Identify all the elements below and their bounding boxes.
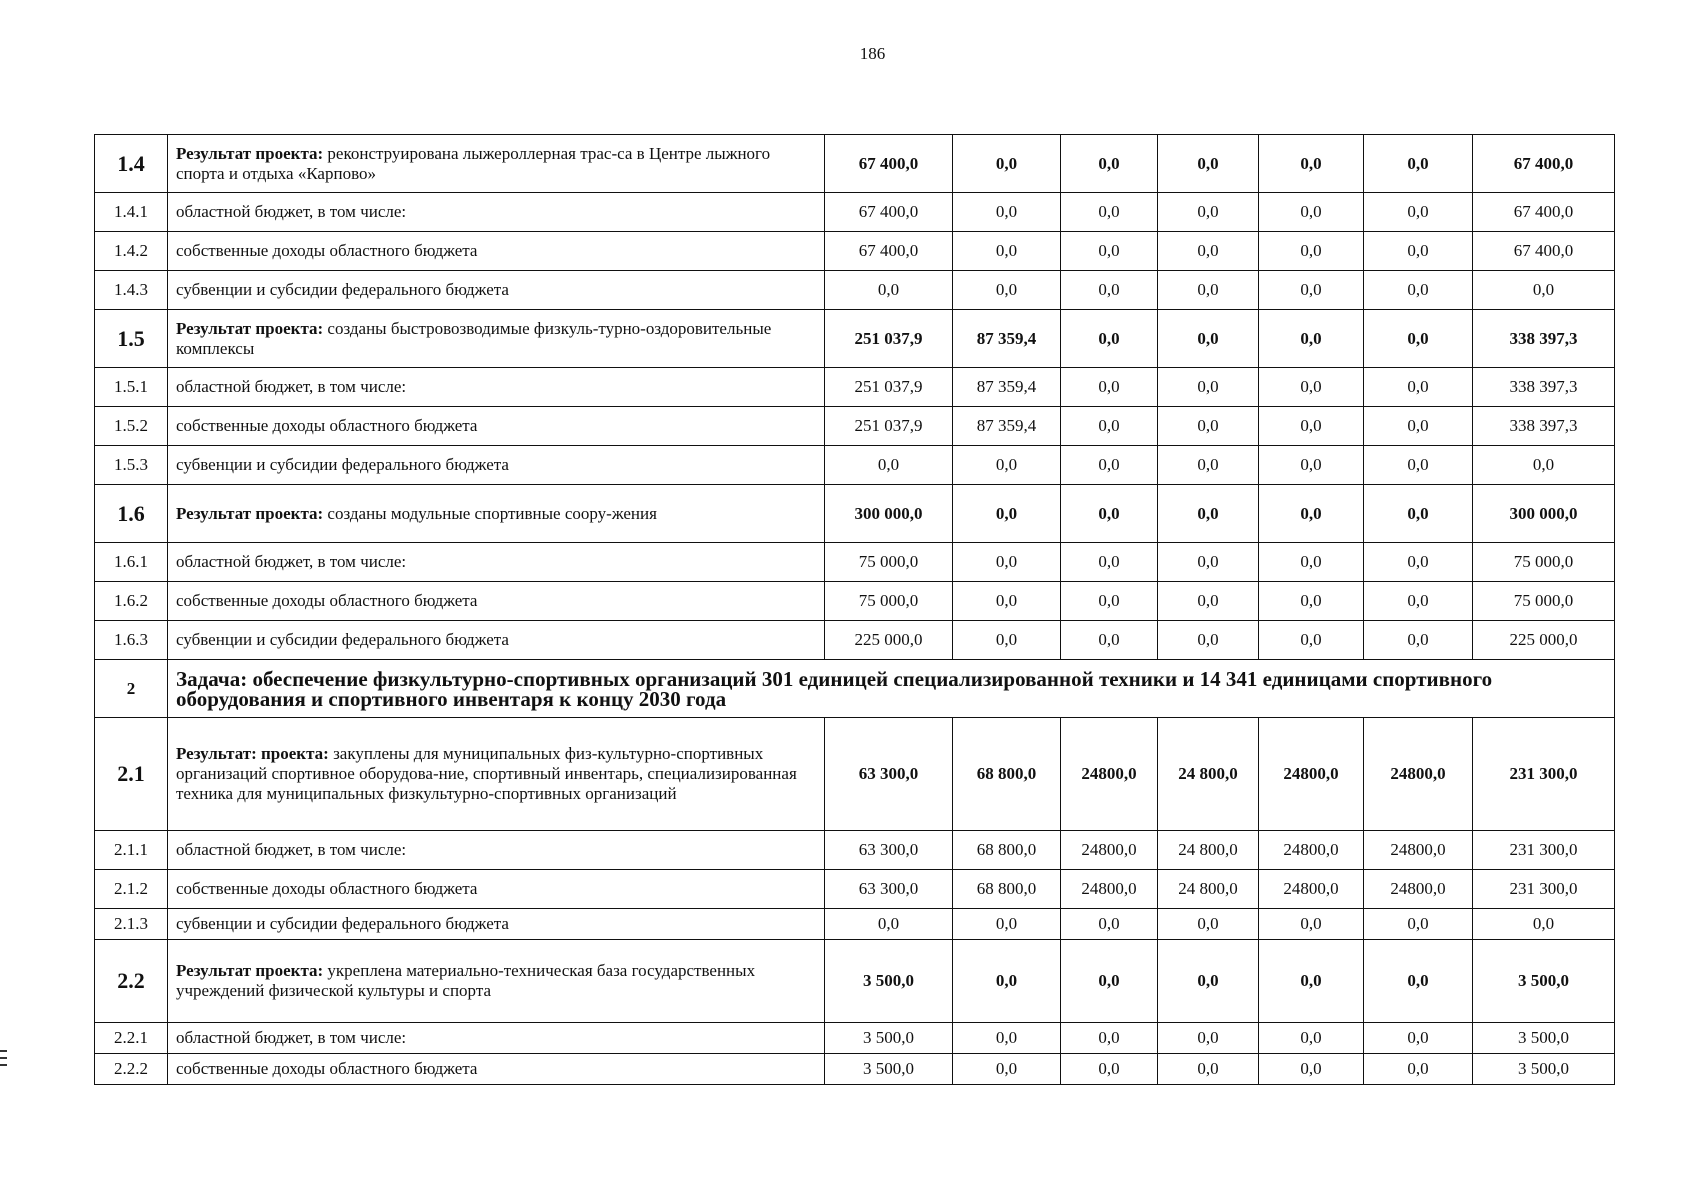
description-text: областной бюджет, в том числе:: [176, 202, 407, 221]
value-cell: 87 359,4: [953, 368, 1061, 407]
table-row: [95, 831, 1615, 870]
value-cell: 225 000,0: [1473, 621, 1615, 660]
row-description: [168, 310, 825, 368]
row-code: 1.4.2: [95, 232, 168, 271]
value-cell: 68 800,0: [953, 870, 1061, 909]
value-cell: 67 400,0: [1473, 232, 1615, 271]
description-text: субвенции и субсидии федерального бюджета: [176, 455, 509, 474]
page-number: 186: [859, 44, 886, 63]
value-cell: 0,0: [1364, 909, 1473, 940]
table-row: [95, 621, 1615, 660]
row-code: 1.6.1: [95, 543, 168, 582]
description-text: созданы модульные спортивные соору-жения: [323, 503, 657, 523]
row-description: [168, 1023, 825, 1054]
table-row: [95, 940, 1615, 1023]
value-cell: 0,0: [1259, 621, 1364, 660]
value-cell: 0,0: [1158, 909, 1259, 940]
table-row: [95, 1054, 1615, 1085]
row-description: [168, 232, 825, 271]
row-code: 1.5.2: [95, 407, 168, 446]
row-description: [168, 193, 825, 232]
row-description: [168, 909, 825, 940]
value-cell: 3 500,0: [825, 1023, 953, 1054]
value-cell: 0,0: [1259, 193, 1364, 232]
description-text: областной бюджет, в том числе:: [176, 840, 407, 859]
value-cell: 0,0: [953, 543, 1061, 582]
value-cell: 75 000,0: [1473, 543, 1615, 582]
table-row: [95, 232, 1615, 271]
value-cell: 3 500,0: [1473, 940, 1615, 1023]
value-cell: 0,0: [953, 1023, 1061, 1054]
row-description: [168, 718, 825, 831]
value-cell: 0,0: [1061, 543, 1158, 582]
value-cell: 251 037,9: [825, 310, 953, 368]
value-cell: 0,0: [1061, 446, 1158, 485]
value-cell: 0,0: [1473, 446, 1615, 485]
value-cell: 0,0: [1259, 446, 1364, 485]
value-cell: 231 300,0: [1473, 718, 1615, 831]
value-cell: 0,0: [1158, 135, 1259, 193]
value-cell: 24800,0: [1364, 870, 1473, 909]
table-row: [95, 543, 1615, 582]
value-cell: 24 800,0: [1158, 831, 1259, 870]
value-cell: 0,0: [825, 909, 953, 940]
value-cell: 63 300,0: [825, 870, 953, 909]
value-cell: 0,0: [1061, 1054, 1158, 1085]
scan-edge-marks: [0, 1050, 8, 1071]
table-row: [95, 485, 1615, 543]
table-row: [95, 271, 1615, 310]
value-cell: 24 800,0: [1158, 718, 1259, 831]
value-cell: 0,0: [953, 446, 1061, 485]
budget-table: [94, 134, 1615, 1085]
row-description: [168, 660, 1615, 718]
description-text: собственные доходы областного бюджета: [176, 241, 478, 260]
value-cell: 24800,0: [1259, 870, 1364, 909]
row-code: 2.2.2: [95, 1054, 168, 1085]
value-cell: 0,0: [1158, 940, 1259, 1023]
row-code: 1.4.1: [95, 193, 168, 232]
row-description: [168, 1054, 825, 1085]
value-cell: 3 500,0: [825, 940, 953, 1023]
table-body: [95, 135, 1615, 1085]
description-text: субвенции и субсидии федерального бюджета: [176, 280, 509, 299]
value-cell: 0,0: [1259, 310, 1364, 368]
row-description: [168, 870, 825, 909]
description-text: областной бюджет, в том числе:: [176, 377, 407, 396]
value-cell: 0,0: [953, 271, 1061, 310]
value-cell: 0,0: [1364, 582, 1473, 621]
row-code: 1.6.2: [95, 582, 168, 621]
value-cell: 0,0: [1364, 193, 1473, 232]
value-cell: 0,0: [1364, 368, 1473, 407]
table-row: [95, 870, 1615, 909]
value-cell: 0,0: [1364, 621, 1473, 660]
row-code: 1.5: [95, 310, 168, 368]
value-cell: 3 500,0: [825, 1054, 953, 1085]
table-row: [95, 446, 1615, 485]
value-cell: 0,0: [1364, 1054, 1473, 1085]
value-cell: 300 000,0: [825, 485, 953, 543]
row-code: 2.2.1: [95, 1023, 168, 1054]
row-description: [168, 543, 825, 582]
value-cell: 75 000,0: [825, 582, 953, 621]
value-cell: 0,0: [1364, 485, 1473, 543]
value-cell: 300 000,0: [1473, 485, 1615, 543]
value-cell: 0,0: [1158, 271, 1259, 310]
value-cell: 63 300,0: [825, 831, 953, 870]
value-cell: 0,0: [1158, 407, 1259, 446]
value-cell: 3 500,0: [1473, 1023, 1615, 1054]
value-cell: 0,0: [1259, 485, 1364, 543]
row-code: 2.1.1: [95, 831, 168, 870]
value-cell: 24800,0: [1259, 831, 1364, 870]
value-cell: 0,0: [1259, 407, 1364, 446]
value-cell: 0,0: [1259, 543, 1364, 582]
description-text: укреплена материально-техническая база государственных учреждений физической культуры и спорта: [176, 961, 756, 1000]
value-cell: 0,0: [1259, 271, 1364, 310]
value-cell: 67 400,0: [825, 135, 953, 193]
value-cell: 0,0: [1158, 368, 1259, 407]
row-code: 2: [95, 660, 168, 718]
value-cell: 225 000,0: [825, 621, 953, 660]
description-text: закуплены для муниципальных физ-культурно-спортивных организаций спортивное оборудова-ние, спортивный инвентарь, специализированная техника для муниципальных физкультурно-спортивных организаций: [176, 744, 797, 803]
table-row: [95, 660, 1615, 718]
value-cell: 0,0: [1473, 271, 1615, 310]
value-cell: 0,0: [1158, 193, 1259, 232]
value-cell: 0,0: [1158, 543, 1259, 582]
row-code: 1.6.3: [95, 621, 168, 660]
value-cell: 0,0: [953, 940, 1061, 1023]
row-code: 1.5.1: [95, 368, 168, 407]
table-row: [95, 718, 1615, 831]
value-cell: 0,0: [953, 232, 1061, 271]
value-cell: 67 400,0: [825, 232, 953, 271]
description-text: созданы быстровозводимые физкуль-турно-оздоровительные комплексы: [176, 318, 772, 358]
row-description: [168, 831, 825, 870]
value-cell: 0,0: [953, 909, 1061, 940]
value-cell: 0,0: [953, 582, 1061, 621]
value-cell: 0,0: [1158, 232, 1259, 271]
value-cell: 0,0: [1158, 446, 1259, 485]
result-label: Результат проекта:: [176, 318, 324, 338]
value-cell: 0,0: [1061, 271, 1158, 310]
description-text: реконструирована лыжероллерная трас-са в Центре лыжного спорта и отдыха «Карпово»: [176, 143, 771, 183]
value-cell: 0,0: [1259, 135, 1364, 193]
value-cell: 338 397,3: [1473, 407, 1615, 446]
value-cell: 68 800,0: [953, 831, 1061, 870]
description-text: областной бюджет, в том числе:: [176, 552, 407, 571]
value-cell: 0,0: [1259, 909, 1364, 940]
row-code: 1.6: [95, 485, 168, 543]
value-cell: 0,0: [1061, 193, 1158, 232]
value-cell: 0,0: [1364, 1023, 1473, 1054]
result-label: Результат проекта:: [176, 503, 324, 523]
value-cell: 0,0: [1259, 1023, 1364, 1054]
value-cell: 0,0: [1158, 1054, 1259, 1085]
value-cell: 75 000,0: [825, 543, 953, 582]
value-cell: 24800,0: [1364, 718, 1473, 831]
value-cell: 24800,0: [1259, 718, 1364, 831]
value-cell: 0,0: [1259, 1054, 1364, 1085]
value-cell: 0,0: [953, 621, 1061, 660]
value-cell: 0,0: [1061, 232, 1158, 271]
value-cell: 0,0: [1259, 582, 1364, 621]
value-cell: 63 300,0: [825, 718, 953, 831]
row-description: [168, 621, 825, 660]
table-row: [95, 407, 1615, 446]
result-label: Результат проекта:: [176, 961, 324, 980]
value-cell: 24800,0: [1061, 870, 1158, 909]
row-description: [168, 446, 825, 485]
value-cell: 0,0: [1158, 310, 1259, 368]
value-cell: 0,0: [1364, 446, 1473, 485]
value-cell: 0,0: [1061, 909, 1158, 940]
value-cell: 0,0: [953, 135, 1061, 193]
row-description: [168, 485, 825, 543]
table-row: [95, 310, 1615, 368]
value-cell: 0,0: [1061, 485, 1158, 543]
row-description: [168, 135, 825, 193]
value-cell: 0,0: [825, 446, 953, 485]
row-description: [168, 407, 825, 446]
row-code: 2.1: [95, 718, 168, 831]
description-text: субвенции и субсидии федерального бюджета: [176, 914, 509, 933]
value-cell: 67 400,0: [1473, 193, 1615, 232]
value-cell: 3 500,0: [1473, 1054, 1615, 1085]
value-cell: 0,0: [825, 271, 953, 310]
description-text: собственные доходы областного бюджета: [176, 1059, 478, 1078]
value-cell: 68 800,0: [953, 718, 1061, 831]
value-cell: 338 397,3: [1473, 368, 1615, 407]
value-cell: 0,0: [953, 1054, 1061, 1085]
value-cell: 0,0: [1473, 909, 1615, 940]
value-cell: 0,0: [1061, 582, 1158, 621]
table-row: [95, 582, 1615, 621]
value-cell: 231 300,0: [1473, 870, 1615, 909]
value-cell: 0,0: [1364, 271, 1473, 310]
row-code: 2.1.3: [95, 909, 168, 940]
description-text: субвенции и субсидии федерального бюджета: [176, 630, 509, 649]
value-cell: 0,0: [1061, 940, 1158, 1023]
value-cell: 0,0: [1259, 232, 1364, 271]
value-cell: 0,0: [1158, 1023, 1259, 1054]
value-cell: 0,0: [1061, 368, 1158, 407]
value-cell: 0,0: [1061, 1023, 1158, 1054]
table-row: [95, 1023, 1615, 1054]
value-cell: 0,0: [1259, 940, 1364, 1023]
value-cell: 0,0: [1158, 621, 1259, 660]
value-cell: 251 037,9: [825, 407, 953, 446]
value-cell: 0,0: [1364, 407, 1473, 446]
row-code: 2.2: [95, 940, 168, 1023]
value-cell: 251 037,9: [825, 368, 953, 407]
value-cell: 0,0: [1061, 621, 1158, 660]
value-cell: 67 400,0: [825, 193, 953, 232]
description-text: собственные доходы областного бюджета: [176, 416, 478, 435]
value-cell: 0,0: [953, 485, 1061, 543]
result-label: Результат: проекта:: [176, 744, 329, 763]
value-cell: 0,0: [1061, 310, 1158, 368]
description-text: собственные доходы областного бюджета: [176, 879, 478, 898]
row-description: [168, 368, 825, 407]
value-cell: 87 359,4: [953, 407, 1061, 446]
value-cell: 0,0: [1364, 940, 1473, 1023]
row-code: 1.5.3: [95, 446, 168, 485]
row-description: [168, 271, 825, 310]
description-text: областной бюджет, в том числе:: [176, 1028, 407, 1047]
row-code: 1.4.3: [95, 271, 168, 310]
value-cell: 24800,0: [1061, 831, 1158, 870]
table-row: [95, 909, 1615, 940]
value-cell: 0,0: [1364, 135, 1473, 193]
value-cell: 0,0: [1158, 582, 1259, 621]
table-row: [95, 135, 1615, 193]
row-description: [168, 582, 825, 621]
value-cell: 87 359,4: [953, 310, 1061, 368]
value-cell: 24 800,0: [1158, 870, 1259, 909]
value-cell: 231 300,0: [1473, 831, 1615, 870]
description-text: собственные доходы областного бюджета: [176, 591, 478, 610]
value-cell: 24800,0: [1061, 718, 1158, 831]
row-code: 1.4: [95, 135, 168, 193]
description-text: Задача: обеспечение физкультурно-спортивных организаций 301 единицей специализированной техники и 14 341 единицами спортивного оборудования и спортивного инвентаря к концу 2030 года: [176, 666, 1493, 711]
value-cell: 0,0: [1061, 407, 1158, 446]
value-cell: 0,0: [1364, 232, 1473, 271]
result-label: Результат проекта:: [176, 143, 324, 163]
row-code: 2.1.2: [95, 870, 168, 909]
value-cell: 0,0: [1364, 543, 1473, 582]
value-cell: 0,0: [1061, 135, 1158, 193]
value-cell: 0,0: [953, 193, 1061, 232]
row-description: [168, 940, 825, 1023]
value-cell: 67 400,0: [1473, 135, 1615, 193]
table-row: [95, 368, 1615, 407]
value-cell: 24800,0: [1364, 831, 1473, 870]
value-cell: 0,0: [1158, 485, 1259, 543]
value-cell: 75 000,0: [1473, 582, 1615, 621]
table-row: [95, 193, 1615, 232]
value-cell: 0,0: [1364, 310, 1473, 368]
value-cell: 0,0: [1259, 368, 1364, 407]
value-cell: 338 397,3: [1473, 310, 1615, 368]
